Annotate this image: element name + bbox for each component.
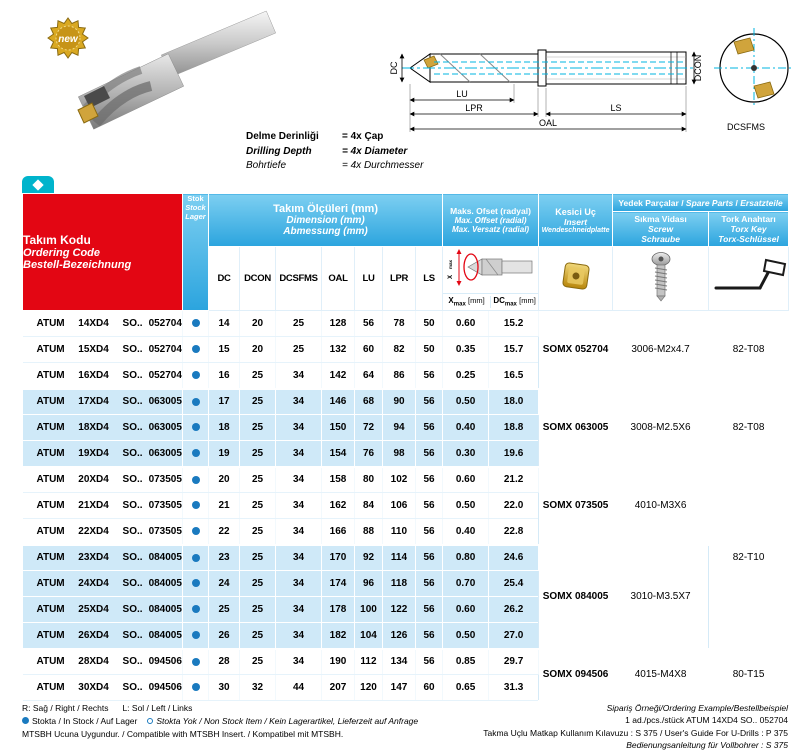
stock-dot xyxy=(192,319,200,327)
cell-dcsfms: 25 xyxy=(276,337,322,363)
cell-dcon: 20 xyxy=(240,311,276,337)
cell-lpr: 106 xyxy=(383,493,416,519)
depth-line-tr: Delme Derinliği = 4x Çap xyxy=(246,131,384,142)
cell-dcsfms: 34 xyxy=(276,545,322,571)
cell-dcon: 25 xyxy=(240,493,276,519)
cell-stock xyxy=(183,545,209,571)
cell-oal: 146 xyxy=(322,389,355,415)
cell-lpr: 118 xyxy=(383,571,416,597)
cell-xmax: 0.40 xyxy=(443,415,489,441)
cell-dcsfms: 34 xyxy=(276,389,322,415)
cell-oal: 132 xyxy=(322,337,355,363)
cell-dcsfms: 25 xyxy=(276,311,322,337)
cell-dcon: 25 xyxy=(240,571,276,597)
cell-ls: 50 xyxy=(416,337,443,363)
cell-lpr: 82 xyxy=(383,337,416,363)
cell-dc: 15 xyxy=(209,337,240,363)
cell-ls: 56 xyxy=(416,597,443,623)
screw-icon xyxy=(649,250,673,302)
cell-ls: 56 xyxy=(416,571,443,597)
cell-lu: 100 xyxy=(355,597,383,623)
cell-oal: 190 xyxy=(322,649,355,675)
footer xyxy=(22,702,788,751)
table-row xyxy=(23,545,789,571)
cell-stock xyxy=(183,311,209,337)
cell-dcmax: 18.8 xyxy=(489,415,539,441)
cell-lu: 112 xyxy=(355,649,383,675)
stock-dot xyxy=(192,658,200,666)
cell-dcmax: 18.0 xyxy=(489,389,539,415)
cell-dcon: 25 xyxy=(240,441,276,467)
cell-xmax: 0.25 xyxy=(443,363,489,389)
catalog-table xyxy=(22,193,789,701)
cell-stock xyxy=(183,363,209,389)
cell-stock xyxy=(183,597,209,623)
stock-dot xyxy=(192,501,200,509)
col-ls: LS xyxy=(416,247,443,311)
cell-ls: 50 xyxy=(416,311,443,337)
header-stock: Stok Stock Lager xyxy=(183,194,209,311)
cell-dcsfms: 34 xyxy=(276,493,322,519)
drill-photo-illustration xyxy=(26,8,284,150)
col-oal: OAL xyxy=(322,247,355,311)
cell-lpr: 98 xyxy=(383,441,416,467)
cell-xmax: 0.40 xyxy=(443,519,489,545)
table-row xyxy=(23,649,789,675)
screw-icon-cell xyxy=(613,247,709,311)
cell-xmax: 0.80 xyxy=(443,545,489,571)
cell-dcmax: 29.7 xyxy=(489,649,539,675)
cell-oal: 158 xyxy=(322,467,355,493)
cell-stock xyxy=(183,415,209,441)
cell-dc: 20 xyxy=(209,467,240,493)
cell-dcsfms: 34 xyxy=(276,571,322,597)
cell-dcmax: 25.4 xyxy=(489,571,539,597)
insert-icon xyxy=(556,259,596,293)
cell-ordering-code: ATUM 17XD4 SO.. 063005 xyxy=(23,389,183,415)
cell-lpr: 102 xyxy=(383,467,416,493)
stock-dot xyxy=(192,527,200,535)
header-screw: Sıkma Vidası Screw Schraube xyxy=(613,212,709,247)
cell-dc: 26 xyxy=(209,623,240,649)
cell-dcon: 25 xyxy=(240,597,276,623)
cell-ls: 56 xyxy=(416,441,443,467)
cell-dcsfms: 34 xyxy=(276,441,322,467)
col-lpr: LPR xyxy=(383,247,416,311)
cell-oal: 207 xyxy=(322,675,355,701)
cell-dcon: 25 xyxy=(240,649,276,675)
col-dcon: DCON xyxy=(240,247,276,311)
cell-screw: 3008-M2.5X6 xyxy=(613,389,709,467)
cell-dc: 21 xyxy=(209,493,240,519)
cell-lu: 80 xyxy=(355,467,383,493)
torx-key-icon xyxy=(710,256,788,296)
header-offset-diagram xyxy=(443,247,539,311)
cell-stock xyxy=(183,623,209,649)
cell-dc: 25 xyxy=(209,597,240,623)
col-lu: LU xyxy=(355,247,383,311)
in-stock-dot-icon xyxy=(22,717,29,724)
cell-ordering-code: ATUM 26XD4 SO.. 084005 xyxy=(23,623,183,649)
cell-dcon: 25 xyxy=(240,623,276,649)
cell-dc: 24 xyxy=(209,571,240,597)
cell-lu: 68 xyxy=(355,389,383,415)
cell-oal: 128 xyxy=(322,311,355,337)
cell-dcon: 32 xyxy=(240,675,276,701)
label-lu: LU xyxy=(456,89,468,99)
cell-oal: 142 xyxy=(322,363,355,389)
offset-sub-headers xyxy=(443,293,538,310)
ordering-example-title: Sipariş Örneği/Ordering Example/Bestellbeispiel xyxy=(606,703,788,713)
cell-insert: SOMX 063005 xyxy=(539,389,613,467)
cell-dc: 22 xyxy=(209,519,240,545)
label-lpr: LPR xyxy=(465,103,483,113)
cell-stock xyxy=(183,675,209,701)
cell-insert: SOMX 094506 xyxy=(539,649,613,701)
cell-stock xyxy=(183,337,209,363)
cell-lu: 60 xyxy=(355,337,383,363)
cell-ordering-code: ATUM 28XD4 SO.. 094506 xyxy=(23,649,183,675)
drilling-depth-note xyxy=(246,130,423,174)
cell-stock xyxy=(183,571,209,597)
cell-screw: 3006-M2x4.7 xyxy=(613,311,709,389)
cell-lpr: 110 xyxy=(383,519,416,545)
cell-insert: SOMX 073505 xyxy=(539,467,613,545)
cell-xmax: 0.60 xyxy=(443,597,489,623)
cell-lu: 56 xyxy=(355,311,383,337)
cell-xmax: 0.60 xyxy=(443,311,489,337)
insert-icon-cell xyxy=(539,247,613,311)
ordering-example-value: 1 ad./pcs./stück ATUM 14XD4 SO.. 052704 xyxy=(625,715,788,726)
cell-torx: 82-T08 xyxy=(709,389,789,467)
cell-dcon: 25 xyxy=(240,519,276,545)
cell-dcon: 25 xyxy=(240,363,276,389)
technical-drawing xyxy=(388,8,802,142)
offset-diagram-icon xyxy=(444,247,538,288)
cell-lpr: 134 xyxy=(383,649,416,675)
cell-ls: 56 xyxy=(416,415,443,441)
cell-ls: 56 xyxy=(416,649,443,675)
stock-dot xyxy=(192,476,200,484)
cell-ordering-code: ATUM 25XD4 SO.. 084005 xyxy=(23,597,183,623)
cell-ordering-code: ATUM 18XD4 SO.. 063005 xyxy=(23,415,183,441)
cell-lu: 120 xyxy=(355,675,383,701)
depth-line-de: Bohrtiefe = 4x Durchmesser xyxy=(246,160,424,171)
cell-xmax: 0.35 xyxy=(443,337,489,363)
cell-ls: 56 xyxy=(416,389,443,415)
cell-xmax: 0.65 xyxy=(443,675,489,701)
label-dc: DC xyxy=(389,61,399,75)
cell-screw: 4015-M4X8 xyxy=(613,649,709,701)
cell-dcsfms: 34 xyxy=(276,597,322,623)
cell-dcsfms: 34 xyxy=(276,363,322,389)
cell-screw: 4010-M3X6 xyxy=(613,467,709,545)
cell-dcsfms: 34 xyxy=(276,623,322,649)
cell-dc: 28 xyxy=(209,649,240,675)
cell-lu: 104 xyxy=(355,623,383,649)
cell-dcsfms: 44 xyxy=(276,675,322,701)
table-row xyxy=(23,389,789,415)
header-spare-parts: Yedek Parçalar / Spare Parts / Ersatzteile xyxy=(613,194,789,212)
cell-ordering-code: ATUM 20XD4 SO.. 073505 xyxy=(23,467,183,493)
stock-dot xyxy=(192,398,200,406)
cell-oal: 178 xyxy=(322,597,355,623)
dimension-diagram xyxy=(388,8,802,142)
cell-xmax: 0.50 xyxy=(443,389,489,415)
cell-dc: 16 xyxy=(209,363,240,389)
cell-lu: 64 xyxy=(355,363,383,389)
cell-torx: 82-T08 xyxy=(709,311,789,389)
cell-ordering-code: ATUM 30XD4 SO.. 094506 xyxy=(23,675,183,701)
label-dcsfms: DCSFMS xyxy=(727,122,765,132)
cell-lu: 92 xyxy=(355,545,383,571)
stock-dot xyxy=(192,579,200,587)
table-row xyxy=(23,467,789,493)
cell-ordering-code: ATUM 21XD4 SO.. 073505 xyxy=(23,493,183,519)
cell-ls: 56 xyxy=(416,363,443,389)
cell-lpr: 86 xyxy=(383,363,416,389)
offset-xmax-label: X xyxy=(447,274,454,279)
label-dcon: DCON xyxy=(693,54,703,82)
cell-oal: 166 xyxy=(322,519,355,545)
cell-dc: 23 xyxy=(209,545,240,571)
stock-dot xyxy=(192,554,200,562)
cell-ls: 60 xyxy=(416,675,443,701)
cell-xmax: 0.60 xyxy=(443,467,489,493)
cell-dcmax: 27.0 xyxy=(489,623,539,649)
cell-dcsfms: 34 xyxy=(276,649,322,675)
cell-insert: SOMX 084005 xyxy=(539,545,613,649)
users-guide-note-de: Bedienungsanleitung für Vollbohrer : S 375 xyxy=(626,739,788,750)
cell-torx: 82-T10 xyxy=(709,467,789,649)
cell-dc: 18 xyxy=(209,415,240,441)
cell-lpr: 78 xyxy=(383,311,416,337)
cell-xmax: 0.50 xyxy=(443,623,489,649)
cell-stock xyxy=(183,467,209,493)
cell-dcmax: 15.2 xyxy=(489,311,539,337)
new-badge xyxy=(48,18,88,58)
footer-left xyxy=(22,702,418,751)
cell-oal: 182 xyxy=(322,623,355,649)
cell-dcmax: 16.5 xyxy=(489,363,539,389)
cell-dcmax: 22.8 xyxy=(489,519,539,545)
cell-lu: 96 xyxy=(355,571,383,597)
cell-dcon: 25 xyxy=(240,415,276,441)
header-ordering-code: Takım Kodu Ordering Code Bestell-Bezeichnung xyxy=(23,194,183,311)
cell-lu: 84 xyxy=(355,493,383,519)
header-insert: Kesici Uç Insert Wendeschneidplatte xyxy=(539,194,613,247)
cell-oal: 162 xyxy=(322,493,355,519)
cell-dcon: 25 xyxy=(240,389,276,415)
compatibility-note: MTSBH Ucuna Uygundur. / Compatible with MTSBH Insert. / Kompatibel mit MTSBH. xyxy=(22,729,344,740)
cell-ordering-code: ATUM 23XD4 SO.. 084005 xyxy=(23,545,183,571)
cell-stock xyxy=(183,389,209,415)
col-dcsfms: DCSFMS xyxy=(276,247,322,311)
cell-ls: 56 xyxy=(416,493,443,519)
header-dimensions: Takım Ölçüleri (mm) Dimension (mm) Abmessung (mm) xyxy=(209,194,443,247)
cell-dcmax: 15.7 xyxy=(489,337,539,363)
stock-dot xyxy=(192,449,200,457)
cell-ordering-code: ATUM 22XD4 SO.. 073505 xyxy=(23,519,183,545)
cell-dc: 14 xyxy=(209,311,240,337)
cell-xmax: 0.50 xyxy=(443,493,489,519)
header-dcmax: $DC_{max}$ [mm] xyxy=(490,296,538,308)
insert-glyph-icon xyxy=(32,179,43,190)
cell-dcmax: 31.3 xyxy=(489,675,539,701)
col-dc: DC xyxy=(209,247,240,311)
cell-dcmax: 22.0 xyxy=(489,493,539,519)
cell-torx: 80-T15 xyxy=(709,649,789,701)
cell-ordering-code: ATUM 15XD4 SO.. 052704 xyxy=(23,337,183,363)
section-tab xyxy=(22,176,54,194)
cell-dcsfms: 34 xyxy=(276,415,322,441)
cell-ls: 56 xyxy=(416,519,443,545)
cell-dcmax: 26.2 xyxy=(489,597,539,623)
cell-oal: 150 xyxy=(322,415,355,441)
cell-ordering-code: ATUM 14XD4 SO.. 052704 xyxy=(23,311,183,337)
stock-dot xyxy=(192,423,200,431)
label-oal: OAL xyxy=(538,118,558,128)
cell-ls: 56 xyxy=(416,545,443,571)
cell-xmax: 0.70 xyxy=(443,571,489,597)
cell-stock xyxy=(183,441,209,467)
cell-dcon: 25 xyxy=(240,545,276,571)
header-xmax: $X_{max}$ [mm] xyxy=(448,296,485,308)
label-ls: LS xyxy=(610,103,622,113)
table-row xyxy=(23,311,789,337)
cell-xmax: 0.85 xyxy=(443,649,489,675)
stock-dot xyxy=(192,605,200,613)
non-stock-ring-icon xyxy=(147,718,153,724)
cell-lpr: 147 xyxy=(383,675,416,701)
depth-line-en: Drilling Depth = 4x Diameter xyxy=(246,145,408,157)
stock-dot xyxy=(192,683,200,691)
cell-insert: SOMX 052704 xyxy=(539,311,613,389)
stock-dot xyxy=(192,345,200,353)
catalog-table-body xyxy=(23,311,789,701)
cell-lu: 76 xyxy=(355,441,383,467)
cell-dcmax: 21.2 xyxy=(489,467,539,493)
cell-dcon: 20 xyxy=(240,337,276,363)
new-badge-label: new xyxy=(58,34,78,45)
offset-xmax-sub: max xyxy=(447,259,453,269)
cell-stock xyxy=(183,649,209,675)
cell-dcsfms: 34 xyxy=(276,467,322,493)
product-photo xyxy=(26,8,284,150)
cell-dc: 19 xyxy=(209,441,240,467)
cell-oal: 174 xyxy=(322,571,355,597)
header-max-offset: Maks. Ofset (radyal) Max. Offset (radial) Max. Versatz (radial) xyxy=(443,194,539,247)
cell-dc: 30 xyxy=(209,675,240,701)
footer-right xyxy=(483,702,788,751)
cell-ls: 56 xyxy=(416,467,443,493)
cell-lpr: 90 xyxy=(383,389,416,415)
torx-key-icon-cell xyxy=(709,247,789,311)
cell-ordering-code: ATUM 24XD4 SO.. 084005 xyxy=(23,571,183,597)
cell-ordering-code: ATUM 16XD4 SO.. 052704 xyxy=(23,363,183,389)
cell-dcmax: 19.6 xyxy=(489,441,539,467)
cell-lpr: 94 xyxy=(383,415,416,441)
users-guide-note: Takma Uçlu Matkap Kullanım Kılavuzu : S 375 / User's Guide For U-Drills : P 375 xyxy=(483,727,788,738)
cell-dc: 17 xyxy=(209,389,240,415)
cell-xmax: 0.30 xyxy=(443,441,489,467)
cell-lu: 88 xyxy=(355,519,383,545)
cell-ordering-code: ATUM 19XD4 SO.. 063005 xyxy=(23,441,183,467)
stock-dot xyxy=(192,631,200,639)
cell-dcmax: 24.6 xyxy=(489,545,539,571)
stock-legend: Stokta / In Stock / Auf Lager Stokta Yok / Non Stock Item / Kein Lagerartikel, Lieferzeit auf Anfrage xyxy=(22,715,418,728)
cell-lpr: 126 xyxy=(383,623,416,649)
cell-stock xyxy=(183,519,209,545)
hand-legend: R: Sağ / Right / Rechts L: Sol / Left / Links xyxy=(22,703,193,713)
cell-lpr: 122 xyxy=(383,597,416,623)
cell-oal: 154 xyxy=(322,441,355,467)
cell-lu: 72 xyxy=(355,415,383,441)
cell-lpr: 114 xyxy=(383,545,416,571)
cell-ls: 56 xyxy=(416,623,443,649)
stock-dot xyxy=(192,371,200,379)
cell-dcsfms: 34 xyxy=(276,519,322,545)
header-torx-key: Tork Anahtarı Torx Key Torx-Schlüssel xyxy=(709,212,789,247)
cell-stock xyxy=(183,493,209,519)
cell-dcon: 25 xyxy=(240,467,276,493)
cell-screw: 3010-M3.5X7 xyxy=(613,545,709,649)
cell-oal: 170 xyxy=(322,545,355,571)
